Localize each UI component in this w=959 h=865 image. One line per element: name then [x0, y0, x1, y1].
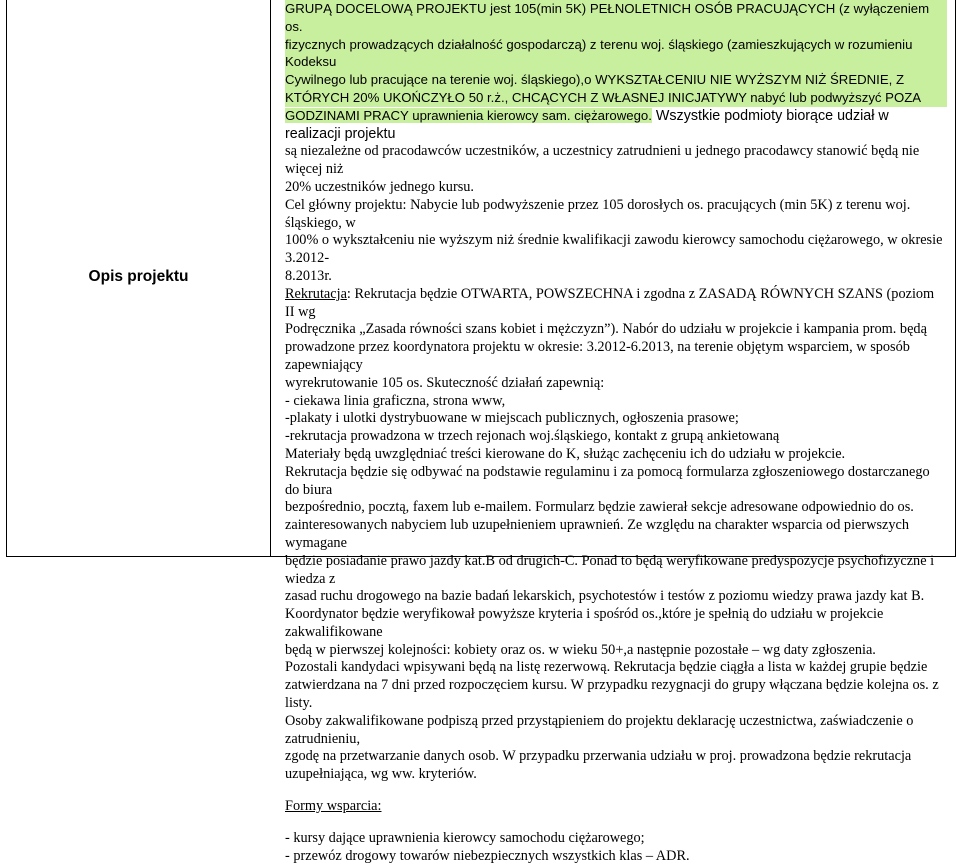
text-line: są niezależne od pracodawców uczestników, a uczestnicy zatrudnieni u jednego pracodawcy stanowić będą nie więcej niż	[285, 143, 920, 178]
text-line: Rekrutacja będzie się odbywać na podstawie regulaminu i za pomocą formularza zgłoszeniowego dostarczanego do biura	[285, 463, 930, 498]
list-item: - przewóz drogowy towarów niebezpiecznych wszystkich klas – ADR.	[285, 847, 690, 864]
highlight-line: Cywilnego lub pracujące na terenie woj. śląskiego),o WYKSZTAŁCENIU NIE WYŻSZYM NIŻ ŚREDNIE, Z	[285, 71, 947, 89]
label-cell	[7, 0, 271, 556]
rekrutacja-line	[285, 286, 947, 322]
text-line: 100% o wykształceniu nie wyższym niż średnie kwalifikacji zawodu kierowcy samochodu ciężarowego, w okresie 3.2012-	[285, 232, 943, 267]
text-line: prowadzone przez koordynatora projektu w okresie: 3.2012-6.2013, na terenie objętym wsparciem, w sposób zapewniający	[285, 339, 910, 373]
forms-list	[285, 830, 947, 865]
text-line: -rekrutacja prowadzona w trzech rejonach woj.śląskiego, kontakt z grupą ankietowaną	[285, 428, 780, 445]
highlighted-target-group	[285, 0, 947, 143]
row-label: Opis projektu	[88, 267, 189, 285]
text-line: uzupełniająca, wg ww. kryteriów.	[285, 766, 477, 783]
text-line: Cel główny projektu: Nabycie lub podwyższenie przez 105 dorosłych os. pracujących (min 5K) z terenu woj. śląskiego, w	[285, 196, 911, 231]
highlight-line: GRUPĄ DOCELOWĄ PROJEKTU jest 105(min 5K) PEŁNOLETNICH OSÓB PRACUJĄCYCH (z wyłączeniem os.	[285, 0, 947, 36]
text-line: Osoby zakwalifikowane podpiszą przed przystąpieniem do projektu deklarację uczestnictwa, zaświadczenie o zatrudnieniu,	[285, 712, 914, 747]
text-line: bezpośrednio, pocztą, faxem lub e-mailem. Formularz będzie zawierał sekcje adresowane odpowiednio do os.	[285, 499, 914, 516]
highlight-line: GODZINAMI PRACY uprawnienia kierowcy sam. ciężarowego.	[285, 107, 652, 123]
description-cell	[271, 0, 955, 864]
text-line: Wszystkie podmioty biorące udział w realizacji projektu	[285, 107, 889, 142]
text-line: zasad ruchu drogowego na bazie badań lekarskich, psychotestów i testów z poziomu wiedzy prawa jazdy kat B.	[285, 588, 925, 605]
text-line: 20% uczestników jednego kursu.	[285, 178, 474, 195]
text-line: będzie posiadanie prawo jazdy kat.B od drugich-C. Ponad to będą weryfikowane predyspozycje psychofizyczne i wiedza z	[285, 552, 935, 587]
text-line: zgodę na przetwarzanie danych osob. W przypadku przerwania udziału w proj. prowadzona będzie rekrutacja	[285, 748, 912, 765]
forms-heading-text: Formy wsparcia:	[285, 798, 382, 815]
text-line: Materiały będą uwzględniać treści kierowane do K, służąc zachęceniu ich do udziału w projekcie.	[285, 445, 846, 462]
forms-heading	[285, 798, 947, 816]
text-line: -plakaty i ulotki dystrybuowane w miejscach publicznych, ogłoszenia prasowe;	[285, 410, 739, 427]
text-line: - ciekawa linia graficzna, strona www,	[285, 392, 506, 409]
list-item: - kursy dające uprawnienia kierowcy samochodu ciężarowego;	[285, 829, 645, 846]
text-line: 8.2013r.	[285, 267, 332, 284]
highlight-line: fizycznych prowadzących działalność gospodarczą) z terenu woj. śląskiego (zamieszkujących w rozumieniu Kodeksu	[285, 36, 947, 72]
rekrutacja-label: Rekrutacja	[285, 285, 347, 302]
text-line: Podręcznika „Zasada równości szans kobiet i mężczyzn”). Nabór do udziału w projekcie i kampania prom. będą	[285, 321, 927, 338]
text-line: : Rekrutacja będzie OTWARTA, POWSZECHNA i zgodna z ZASADĄ RÓWNYCH SZANS (poziom II wg	[285, 285, 935, 320]
text-line: będą w pierwszej kolejności: kobiety oraz os. w wieku 50+,a następnie pozostałe – wg daty zgłoszenia.	[285, 641, 876, 658]
text-line: Pozostali kandydaci wpisywani będą na listę rezerwową. Rekrutacja będzie ciągła a lista w każdej grupie będzie	[285, 659, 928, 676]
text-line: Koordynator będzie weryfikował powyższe kryteria i spośród os.,które je spełnią do udziału w projekcie zakwalifikowane	[285, 606, 884, 640]
text-line: zainteresowanych nabyciem lub uzupełnieniem uprawnień. Ze względu na charakter wsparcia od pierwszych wymagane	[285, 517, 910, 551]
project-table	[6, 0, 956, 864]
text-line: wyrekrutowanie 105 os. Skuteczność działań zapewnią:	[285, 374, 605, 391]
text-line: zatwierdzana na 7 dni przed rozpoczęciem kursu. W przypadku rezygnacji do grupy włączana będzie kolejna os. z listy.	[285, 677, 939, 712]
highlight-line: KTÓRYCH 20% UKOŃCZYŁO 50 r.ż., CHCĄCYCH Z WŁASNEJ INICJATYWY nabyć lub podwyższyć POZA	[285, 89, 947, 107]
highlight-mixed-line	[285, 107, 947, 144]
